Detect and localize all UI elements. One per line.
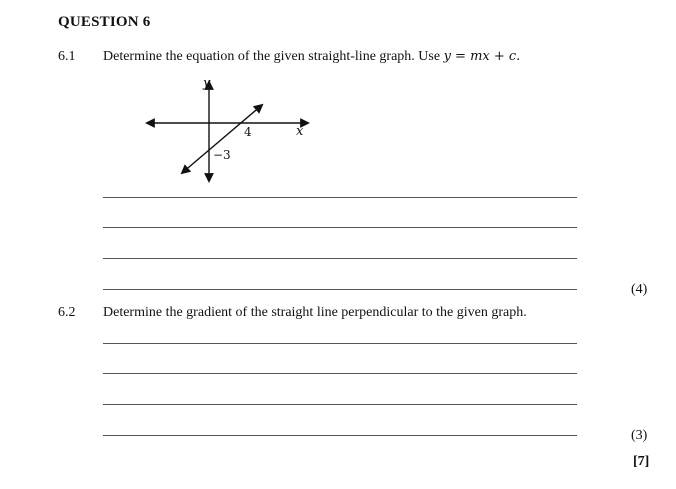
equation-formula: y = mx + c. (443, 49, 521, 64)
question-number-6-2: 6.2 (58, 305, 76, 320)
straight-line-graph (140, 72, 315, 187)
question-6-1-instruction: Determine the equation of the given straight-line graph. Use (103, 49, 441, 64)
x-axis-label: x (296, 124, 304, 139)
answer-line (103, 227, 577, 228)
question-text-6-1 (103, 49, 520, 65)
answer-line (103, 289, 577, 290)
answer-line (103, 435, 577, 436)
question-number-6-1: 6.1 (58, 49, 76, 64)
answer-line (103, 404, 577, 405)
marks-6-1: (4) (631, 282, 648, 297)
marks-6-2: (3) (631, 428, 648, 443)
answer-line (103, 258, 577, 259)
y-intercept-label: −3 (213, 148, 231, 162)
answer-line (103, 343, 577, 344)
answer-line (103, 197, 577, 198)
answer-line (103, 373, 577, 374)
x-intercept-label: 4 (244, 125, 252, 139)
y-axis-label: y (203, 76, 211, 91)
question-text-6-2: Determine the gradient of the straight line perpendicular to the given graph. (103, 305, 527, 320)
graph-line (182, 105, 262, 173)
question-heading: QUESTION 6 (58, 14, 151, 30)
question-total: [7] (633, 454, 650, 469)
